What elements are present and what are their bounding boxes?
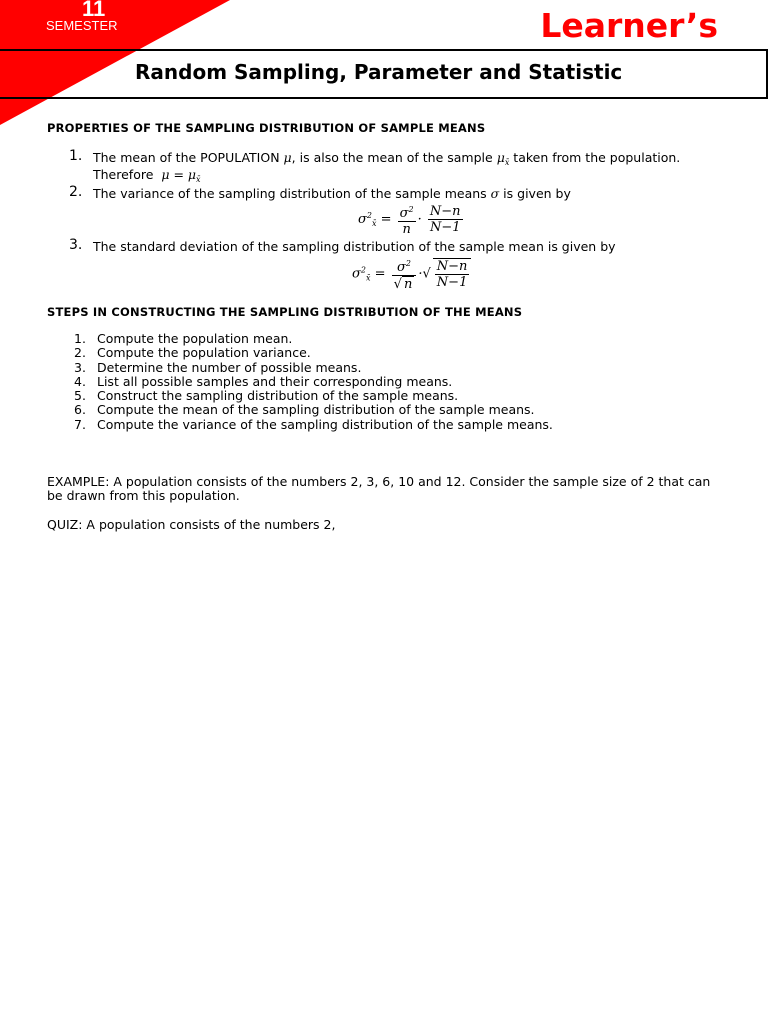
variance-formula: $\sigma^2_{x̄}$ = $\frac{\sigma^2}{n}$ · $\frac{N-n}{N-1}$	[358, 204, 461, 237]
steps-list	[74, 332, 553, 432]
properties-heading: PROPERTIES OF THE SAMPLING DISTRIBUTION OF SAMPLE MEANS	[47, 121, 486, 135]
property-1-therefore: Therefore $\mu = \mu_{x̄}$	[93, 167, 201, 184]
grade-number: 11	[82, 0, 106, 21]
property-1-number: 1.	[69, 148, 83, 164]
list-item: 5. Construct the sampling distribution of the sample means.	[74, 388, 459, 404]
property-1-text: The mean of the POPULATION μ, is also the mean of the sample $\mu_{x̄}$ taken from the population.	[93, 150, 681, 167]
brand-title: Learner’s	[540, 6, 718, 45]
page-title: Random Sampling, Parameter and Statistic	[135, 60, 623, 84]
list-item: 6. Compute the mean of the sampling distribution of the sample means.	[74, 402, 535, 418]
list-item: 2. Compute the population variance.	[74, 345, 311, 361]
property-3-text: The standard deviation of the sampling distribution of the sample mean is given by	[93, 239, 616, 254]
standard-deviation-formula: $\sigma^2_{x̄}$ = $\frac{\sigma^2}{√ n}$ ·√ $\frac{N-n}{N-1}$	[352, 256, 473, 292]
quiz-text: QUIZ: A population consists of the numbers 2,	[47, 517, 336, 532]
list-item: 1. Compute the population mean.	[74, 331, 293, 346]
list-item: 7. Compute the variance of the sampling distribution of the sample means.	[74, 416, 553, 432]
example-line-2: be drawn from this population.	[47, 488, 240, 503]
semester-label: SEMESTER	[46, 18, 118, 33]
property-2-number: 2.	[69, 184, 83, 200]
steps-heading: STEPS IN CONSTRUCTING THE SAMPLING DISTRIBUTION OF THE MEANS	[47, 305, 523, 319]
list-item: 3. Determine the number of possible means.	[74, 359, 362, 375]
example-line-1: EXAMPLE: A population consists of the numbers 2, 3, 6, 10 and 12. Consider the sample size of 2 that can	[47, 474, 711, 489]
list-item: 4. List all possible samples and their corresponding means.	[74, 373, 453, 389]
property-2-text: The variance of the sampling distribution of the sample means σ is given by	[93, 186, 571, 201]
property-3-number: 3.	[69, 237, 83, 253]
